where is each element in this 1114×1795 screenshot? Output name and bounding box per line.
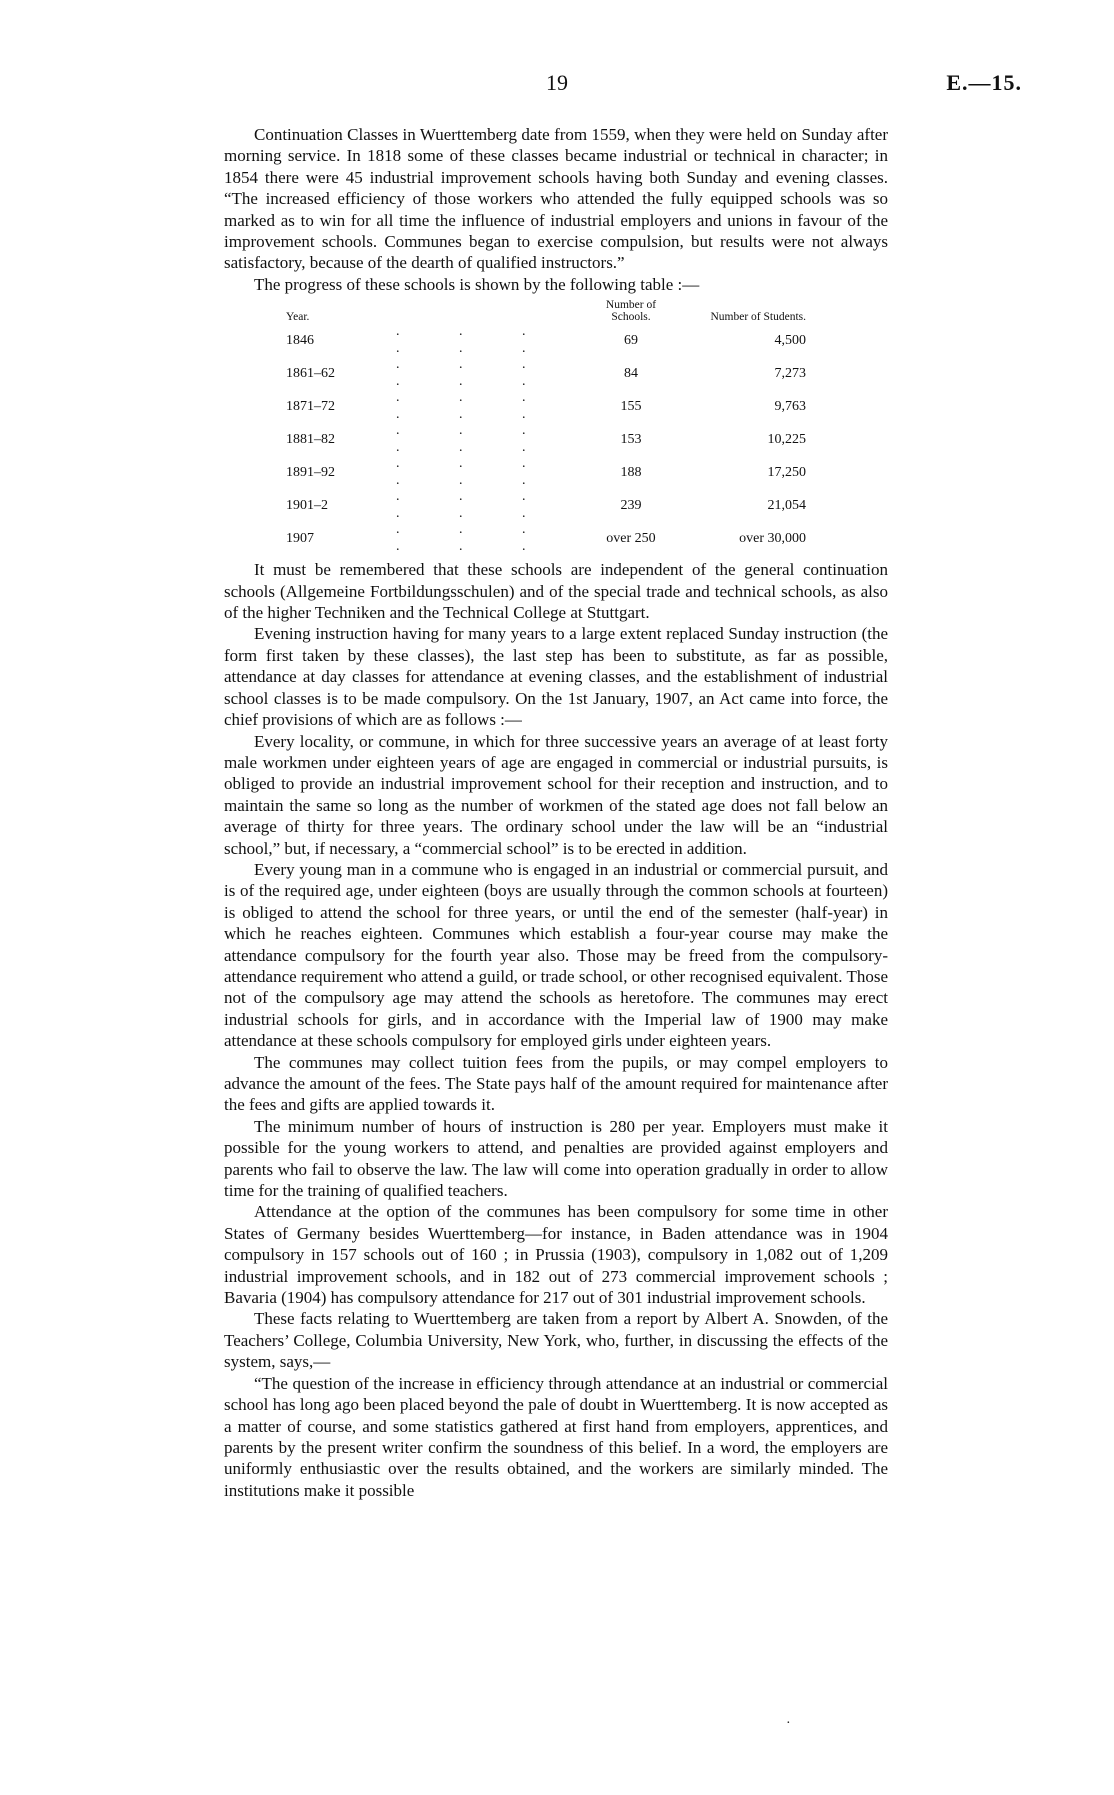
cell-year: 1907 — [286, 530, 314, 546]
header-schools: Number of Schools. — [605, 299, 657, 324]
body-text — [224, 124, 888, 1501]
cell-year: 1846 — [286, 332, 314, 348]
cell-year: 1871–72 — [286, 398, 335, 414]
cell-schools: 188 — [620, 464, 642, 480]
table-row — [286, 357, 806, 390]
progress-table-wrapper — [224, 299, 888, 555]
cell-schools: 153 — [620, 431, 642, 447]
paragraph-report-source: These facts relating to Wuerttemberg are taken from a report by Albert A. Snowden, of the Teachers’ College, Columbia University, New York, who, further, in discussing the effects of the system, says,— — [224, 1309, 888, 1372]
cell-year: 1901–2 — [286, 497, 328, 513]
table-row — [286, 423, 806, 456]
paragraph-other-states: Attendance at the option of the communes has been compulsory for some time in other States of Germany besides Wuerttemberg—for instance, in Baden attendance was in 1904 compulsory in 157 schools out of 160 ; in Prussia (1903), compulsory in 1,082 out of 1,209 industrial improvement schools, and in 182 out of 273 commercial improvement schools ; Bavaria (1904) has compulsory attendance for 217 out of 301 industrial improvement schools. — [224, 1202, 888, 1308]
page-number: 19 — [546, 70, 568, 95]
header-students: Number of Students. — [710, 311, 806, 324]
table-row — [286, 324, 806, 357]
leader-dots: . . . . . . — [396, 423, 554, 455]
paragraph-independence: It must be remembered that these schools are independent of the general continuation schools (Allgemeine Fortbildungsschulen) and of the special trade and technical schools, as also of the higher Techniken and the Technical College at Stuttgart. — [224, 560, 888, 623]
cell-students: 4,500 — [774, 332, 806, 348]
cell-students: 9,763 — [774, 398, 806, 414]
cell-year: 1861–62 — [286, 365, 335, 381]
cell-schools: 239 — [620, 497, 642, 513]
paragraph-continuation-classes: Continuation Classes in Wuerttemberg date from 1559, when they were held on Sunday after morning service. In 1818 some of these classes became industrial or technical in character; in 1854 there were 45 industrial improvement schools having both Sunday and evening classes. “The increased efficiency of those workers who attended the fully equipped schools was so marked as to win for all time the influence of industrial employers and unions in favour of the improvement schools. Communes began to exercise compulsion, but results were not always satisfactory, because of the dearth of qualified instructors.” — [224, 125, 888, 273]
leader-dots: . . . . . . — [396, 357, 554, 389]
cell-students: 7,273 — [774, 365, 806, 381]
header-spacer — [396, 299, 586, 324]
cell-year: 1891–92 — [286, 464, 335, 480]
leader-dots: . . . . . . — [396, 324, 554, 356]
paragraph-minimum-hours: The minimum number of hours of instruction is 280 per year. Employers must make it possible for the young workers to attend, and penalties are provided against employers and parents who fail to observe the law. The law will come into operation gradually in order to allow time for the training of qualified teachers. — [224, 1116, 888, 1201]
stray-ink-mark: · — [786, 1716, 791, 1731]
cell-year: 1881–82 — [286, 431, 335, 447]
leader-dots: . . . . . . — [396, 489, 554, 521]
paragraph-quotation: “The question of the increase in efficiency through attendance at an industrial or commercial school has long ago been placed beyond the pale of doubt in Wuerttemberg. It is now accepted as a matter of course, and some statistics gathered at first hand from employers, apprentices, and parents by the present writer confirm the soundness of this belief. In a word, the employers are uniformly enthusiastic over the results obtained, and the workers are similarly minded. The institutions make it possible — [224, 1373, 888, 1500]
cell-schools: 69 — [624, 332, 638, 348]
paragraph-every-young-man: Every young man in a commune who is engaged in an industrial or commercial pursuit, and is of the required age, under eighteen (boys are usually through the common schools at fourteen) is obliged to attend the school for three years, or until the end of the semester (half-year) in which he reaches eighteen. Communes which establish a four-year course may make the attendance compulsory for the fourth year also. Those may be freed from the compulsory-attendance requirement who attend a guild, or trade school, or other recognised equivalent. Those not of the compulsory age may attend the schools as heretofore. The communes may erect industrial schools for girls, and in accordance with the Imperial law of 1900 may make attendance at these schools compulsory for employed girls under eighteen years. — [224, 859, 888, 1051]
paragraph-every-locality: Every locality, or commune, in which for three successive years an average of at least forty male workmen under eighteen years of age are engaged in commercial or industrial pursuits, is obliged to provide an industrial improvement school for their reception and instruction, and to maintain the same so long as the number of workmen of the stated age does not fall below an average of thirty for three years. The ordinary school under the law will be an “industrial school,” but, if necessary, a “commercial school” is to be erected in addition. — [224, 731, 888, 858]
header-year: Year. — [286, 311, 310, 324]
cell-schools: 84 — [624, 365, 638, 381]
paragraph-tuition-fees: The communes may collect tuition fees from the pupils, or may compel employers to advance the amount of the fees. The State pays half of the amount required for maintenance after the fees and gifts are applied towards it. — [224, 1052, 888, 1115]
leader-dots: . . . . . . — [396, 522, 554, 554]
progress-table — [286, 299, 806, 555]
cell-schools: 155 — [620, 398, 642, 414]
series-code: E.—15. — [946, 70, 1022, 95]
table-row — [286, 489, 806, 522]
paragraph-evening-instruction: Evening instruction having for many years to a large extent replaced Sunday instruction (the form first taken by these classes), the last step has been to substitute, as far as possible, attendance at day classes for attendance at evening classes, and the establishment of industrial school classes is to be made compulsory. On the 1st January, 1907, an Act came into force, the chief provisions of which are as follows :— — [224, 624, 888, 730]
table-row — [286, 456, 806, 489]
cell-students: 21,054 — [767, 497, 806, 513]
cell-students: 10,225 — [767, 431, 806, 447]
paragraph-table-intro: The progress of these schools is shown by the following table :— — [254, 274, 700, 294]
table-row — [286, 522, 806, 555]
leader-dots: . . . . . . — [396, 390, 554, 422]
cell-students: 17,250 — [767, 464, 806, 480]
table-header-row — [286, 299, 806, 324]
cell-students: over 30,000 — [739, 530, 806, 546]
table-row — [286, 390, 806, 423]
cell-schools: over 250 — [606, 530, 656, 546]
leader-dots: . . . . . . — [396, 456, 554, 488]
